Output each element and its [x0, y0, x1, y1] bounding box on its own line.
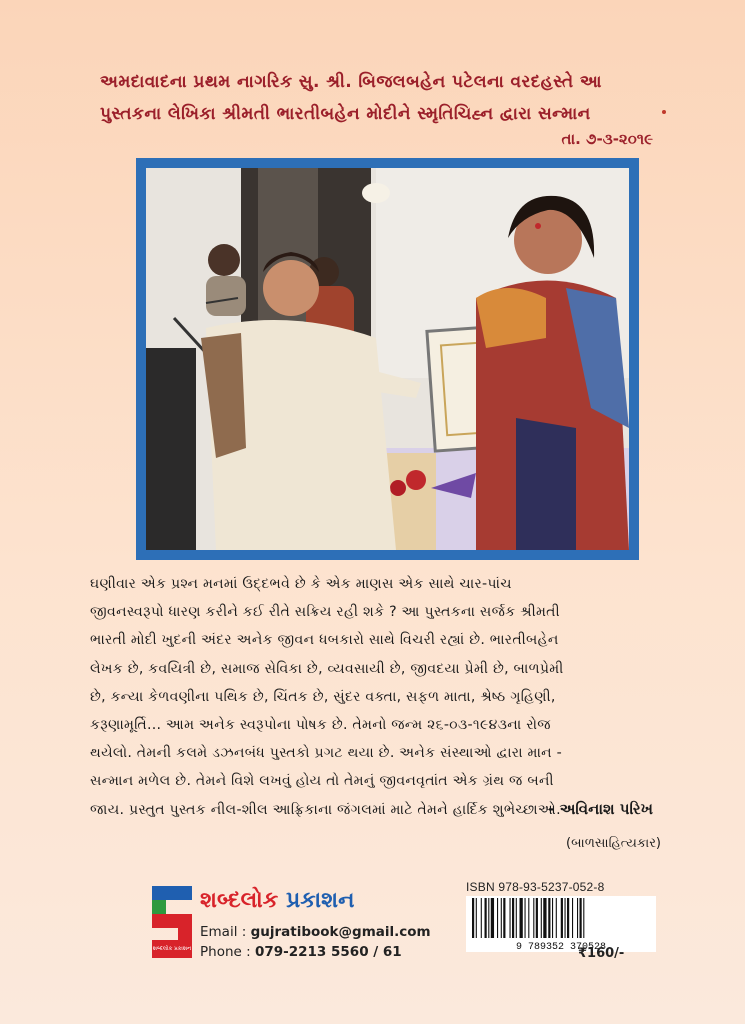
- barcode-bar: [512, 898, 514, 938]
- award-ceremony-photo: [146, 168, 629, 550]
- barcode-bar: [580, 898, 582, 938]
- publisher-name: [200, 888, 355, 913]
- barcode-bar: [552, 898, 553, 938]
- blurb-line: ભારતી મોદી ખુદની અંદર અનેક જીવન ધબકારો સાથે વિચરી રહ્યાં છે. ભારતીબહેન: [90, 632, 559, 649]
- barcode-bar: [516, 898, 517, 938]
- blurb-line: સન્માન મળેલ છે. તેમને વિશે લખવું હોય તો તેમનું જીવનવૃતાંત એક ગ્રંથ જ બની: [90, 773, 554, 790]
- blurb-line: જાય. પ્રસ્તુત પુસ્તક નીલ-શીલ આફ્રિકાના જંગલમાં માટે તેમને હાર્દિક શુભેચ્છાઓ.: [90, 801, 561, 818]
- blurb-author: - અવિનાશ પરિખ: [548, 800, 653, 818]
- phone-value: 079-2213 5560 / 61: [254, 944, 402, 960]
- publisher-logo-icon: [152, 886, 192, 958]
- isbn-digits: 9 789352 370528: [515, 942, 607, 952]
- caption-line-1: અમદાવાદના પ્રથમ નાગરિક સુ. શ્રી. બિજલબહેન પટેલના વરદહસ્તે આ: [100, 72, 602, 92]
- isbn-label: ISBN 978-93-5237-052-8: [466, 880, 605, 894]
- barcode-bar: [536, 898, 538, 938]
- barcode-bar: [528, 898, 529, 938]
- blurb-line: થયેલો. તેમની કલમે ડઝનબંધ પુસ્તકો પ્રગટ થયા છે. અનેક સંસ્થાઓ દ્વારા માન -: [90, 745, 562, 762]
- barcode-bar: [572, 898, 573, 938]
- decorative-dot: [662, 110, 666, 114]
- barcode-bar: [497, 898, 498, 938]
- barcode-bar: [503, 898, 505, 938]
- book-blurb: [90, 570, 660, 824]
- barcode-bar: [488, 898, 489, 938]
- barcode-bar: [548, 898, 550, 938]
- barcode-bar: [577, 898, 578, 938]
- photo-illustration: [146, 168, 629, 550]
- barcode-bar: [510, 898, 511, 938]
- blurb-line: ઘણીવાર એક પ્રશ્ન મનમાં ઉદ્દભવે છે કે એક માણસ એક સાથે ચાર-પાંચ: [90, 576, 512, 592]
- barcode-bar: [472, 898, 474, 938]
- barcode-bar: [520, 898, 523, 938]
- email-value: gujratibook@gmail.com: [250, 924, 431, 940]
- barcode-bar: [485, 898, 487, 938]
- barcode-bar: [541, 898, 542, 938]
- barcode-bar: [481, 898, 482, 938]
- caption-date: તા. ૭-૩-૨૦૧૯: [561, 130, 653, 148]
- barcode-bar: [556, 898, 557, 938]
- barcode-bar: [525, 898, 526, 938]
- blurb-line: છે, કન્યા કેળવણીના પથિક છે, ચિંતક છે, સુંદર વક્તા, સફળ માતા, શ્રેષ્ઠ ગૃહિણી,: [90, 688, 556, 705]
- barcode-icon: [466, 896, 656, 952]
- logo-text: શબ્દલોક પ્રકાશન: [152, 946, 192, 952]
- caption-line-2: પુસ્તકના લેખિકા શ્રીમતી ભારતીબહેન મોદીને સ્મૃતિચિહ્ન દ્વારા સન્માન: [100, 104, 591, 124]
- barcode-bar: [501, 898, 502, 938]
- publisher-block: [152, 886, 462, 966]
- blurb-line: જીવનસ્વરૂપો ધારણ કરીને કઈ રીતે સક્રિય રહી શકે ? આ પુસ્તકના સર્જક શ્રીમતી: [90, 604, 560, 621]
- barcode-bar: [476, 898, 477, 938]
- publisher-name-part1: શબ્દલોક: [200, 888, 279, 913]
- barcode-bar: [567, 898, 569, 938]
- email-label: Email :: [200, 924, 251, 940]
- book-price: ₹160/-: [578, 946, 625, 961]
- barcode-bar: [565, 898, 566, 938]
- photo-frame: [136, 158, 639, 560]
- barcode-bar: [533, 898, 534, 938]
- blurb-author-role: (બાળસાહિત્યકાર): [566, 836, 661, 851]
- photo-caption: [100, 66, 660, 130]
- blurb-line: લેખક છે, કવયિત્રી છે, સમાજ સેવિકા છે, વ્યવસાયી છે, જીવદયા પ્રેમી છે, બાળપ્રેમી: [90, 660, 564, 677]
- publisher-phone: [200, 944, 402, 960]
- publisher-email: [200, 924, 431, 940]
- barcode-bar: [543, 898, 546, 938]
- barcode-bar: [561, 898, 563, 938]
- isbn-barcode-block: [466, 880, 656, 950]
- blurb-line: કરૂણામૂર્તિ... આમ અનેક સ્વરૂપોના પોષક છે. તેમનો જન્મ ૨૬-૦૩-૧૯૪૩ના રોજ: [90, 717, 551, 734]
- phone-label: Phone :: [200, 944, 255, 960]
- publisher-name-part2: પ્રકાશન: [278, 888, 355, 913]
- barcode-bar: [491, 898, 494, 938]
- barcode-bar: [583, 898, 584, 938]
